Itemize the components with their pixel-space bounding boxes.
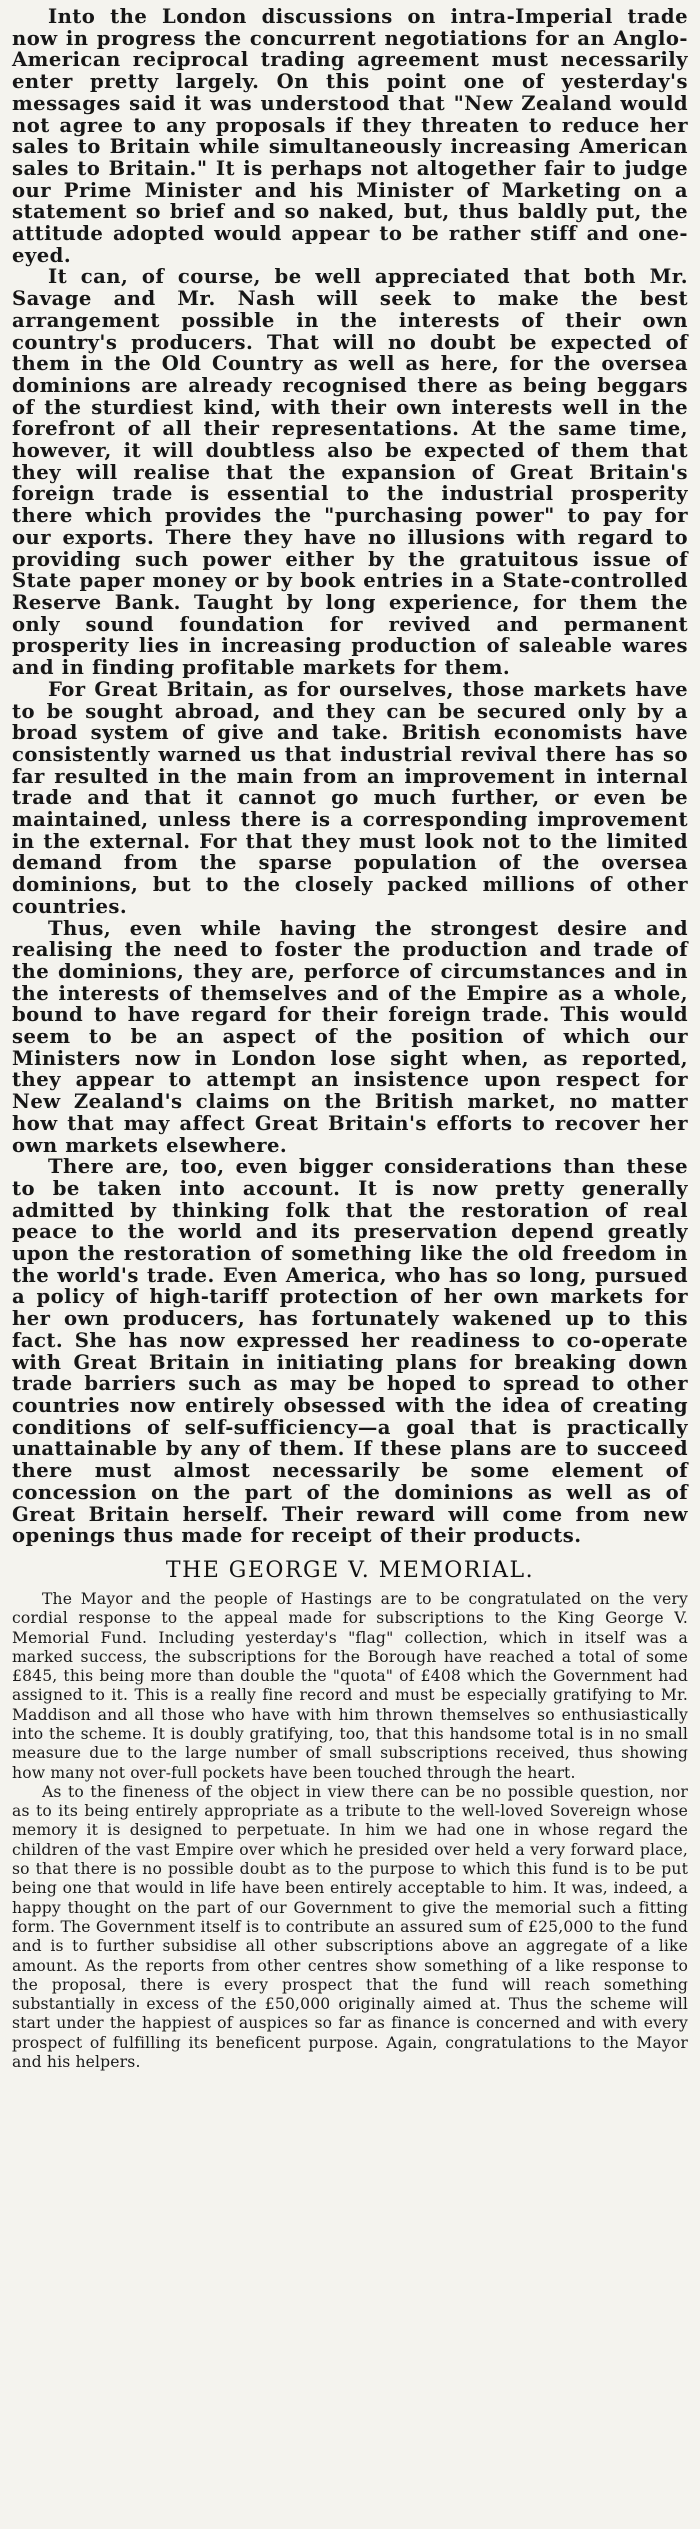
article-paragraph: As to the fineness of the object in view there can be no possible question, nor as to its being entirely appropriate as a tribute to the well-loved Sovereign whose memory it is designed to perpetuate. In him we had one in whose regard the children of the vast Empire over which he presided over held a very forward place, so that there is no possible doubt as to the purpose to which this fund is to be put being one that would in life have been entirely acceptable to him. It was, indeed, a happy thought on the part of our Government to give the memorial such a fitting form. The Government itself is to contribute an assured sum of £25,000 to the fund and is to further subsidise all other subscriptions above an aggregate of a like amount. As the reports from other centres show something of a like response to the proposal, there is every prospect that the fund will reach something substantially in excess of the £50,000 originally aimed at. Thus the scheme will start under the happiest of auspices so far as finance is concerned and with every prospect of fulfilling its beneficent purpose. Again, congratulations to the Mayor and his helpers. (12, 1782, 688, 2072)
article-paragraph: Thus, even while having the strongest desire and realising the need to foster the production and trade of the dominions, they are, perforce of circumstances and in the interests of themselves and of the Empire as a whole, bound to have regard for their foreign trade. This would seem to be an aspect of the position of which our Ministers now in London lose sight when, as reported, they appear to attempt an insistence upon respect for New Zealand's claims on the British market, no matter how that may affect Great Britain's efforts to recover her own markets elsewhere. (12, 916, 688, 1157)
memorial-headline: THE GEORGE V. MEMORIAL. (165, 1557, 535, 1583)
article-paragraph: There are, too, even bigger considerations than these to be taken into account. It is now pretty generally admitted by thinking folk that the restoration of real peace to the world and its preservation depend greatly upon the restoration of something like the old freedom in the world's trade. Even America, who has so long, pursued a policy of high-tariff protection of her own markets for her own producers, has fortunately wakened up to this fact. She has now expressed her readiness to co-operate with Great Britain in initiating plans for breaking down trade barriers such as may be hoped to spread to other countries now entirely obsessed with the idea of creating conditions of self-sufficiency—a goal that is practically unattainable by any of them. If these plans are to succeed there must almost necessarily be some element of concession on the part of the dominions as well as of Great Britain herself. Their reward will come from new openings thus made for receipt of their products. (12, 1155, 688, 1548)
article-paragraph: It can, of course, be well appreciated that both Mr. Savage and Mr. Nash will seek to make the best arrangement possible in the interests of their own country's producers. That will no doubt be expected of them in the Old Country as well as here, for the oversea dominions are already recognised there as being beggars of the sturdiest kind, with their own interests well in the forefront of all their representations. At the same time, however, it will doubtless also be expected of them that they will realise that the expansion of Great Britain's foreign trade is essential to the industrial prosperity there which provides the "purchasing power" to pay for our exports. There they have no illusions with regard to providing such power either by the gratuitous issue of State paper money or by book entries in a State-controlled Reserve Bank. Taught by long experience, for them the only sound foundation for revived and permanent prosperity lies in increasing production of saleable wares and in finding profitable markets for them. (12, 265, 688, 680)
memorial-article (12, 1558, 688, 2072)
article-paragraph: For Great Britain, as for ourselves, those markets have to be sought abroad, and they can be secured only by a broad system of give and take. British economists have consistently warned us that industrial revival there has so far resulted in the main from an improvement in internal trade and that it cannot go much further, or even be maintained, unless there is a corresponding improvement in the external. For that they must look not to the limited demand from the sparse population of the oversea dominions, but to the closely packed millions of other countries. (12, 677, 688, 918)
article-paragraph: The Mayor and the people of Hastings are to be congratulated on the very cordial response to the appeal made for subscriptions to the King George V. Memorial Fund. Including yesterday's "flag" collection, which in itself was a marked success, the subscriptions for the Borough have reached a total of some £845, this being more than double the "quota" of £408 which the Government had assigned to it. This is a really fine record and must be especially gratifying to Mr. Maddison and all those who have with him thrown themselves so enthusiastically into the scheme. It is doubly gratifying, too, that this handsome total is in no small measure due to the large number of small subscriptions received, thus showing how many not over-full pockets have been touched through the heart. (12, 1589, 688, 1782)
section-divider (12, 1547, 688, 1548)
main-editorial-article (12, 6, 688, 1547)
article-paragraph: Into the London discussions on intra-Imperial trade now in progress the concurrent negotiations for an Anglo-American reciprocal trading agreement must necessarily enter pretty largely. On this point one of yesterday's messages said it was understood that "New Zealand would not agree to any proposals if they threaten to reduce her sales to Britain while simultaneously increasing American sales to Britain." It is perhaps not altogether fair to judge our Prime Minister and his Minister of Marketing on a statement so brief and so naked, but, thus baldly put, the attitude adopted would appear to be rather stiff and one-eyed. (12, 5, 688, 267)
